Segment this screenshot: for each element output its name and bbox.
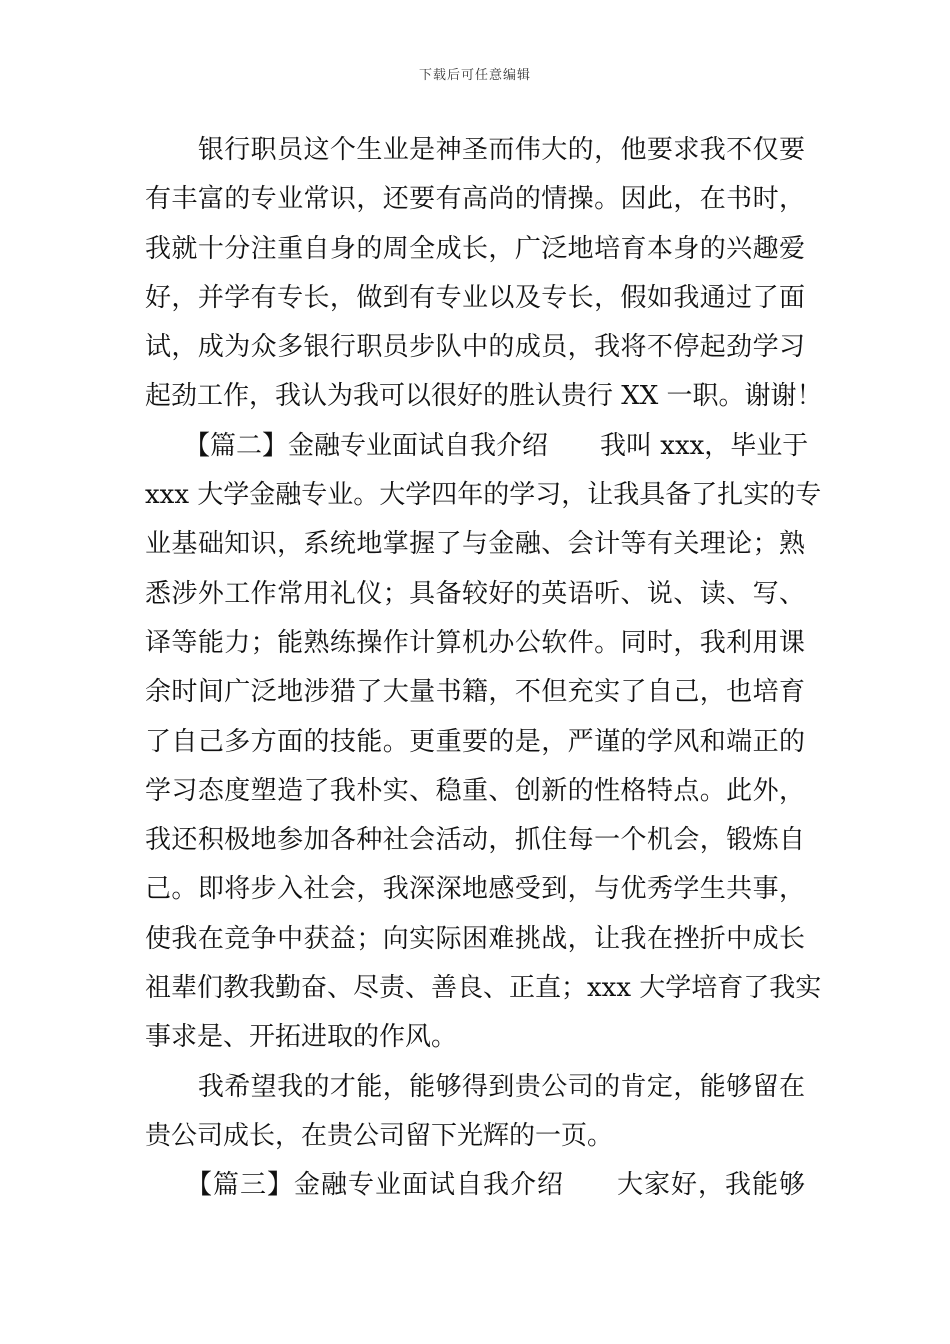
body-line: 我还积极地参加各种社会活动，抓住每一个机会，锻炼自 [145, 825, 805, 856]
body-line: 起劲工作，我认为我可以很好的胜认贵行 XX 一职。谢谢！ [145, 381, 823, 412]
section-title-tail: 大家好，我能够 [615, 1170, 805, 1201]
body-line: 学习态度塑造了我朴实、稳重、创新的性格特点。此外， [145, 775, 805, 806]
body-line: xxx 大学金融专业。大学四年的学习，让我具备了扎实的专 [145, 480, 822, 511]
body-line: 我希望我的才能，能够得到贵公司的肯定，能够留在 [145, 1071, 805, 1102]
body-line: 有丰富的专业常识，还要有高尚的情操。因此，在书时， [145, 184, 805, 215]
body-line: 译等能力；能熟练操作计算机办公软件。同时，我利用课 [145, 627, 805, 658]
document-body [145, 126, 823, 1211]
body-line: 了自己多方面的技能。更重要的是，严谨的学风和端正的 [145, 726, 805, 757]
page-header-note: 下载后可任意编辑 [418, 68, 531, 83]
body-line: 使我在竞争中获益；向实际困难挑战，让我在挫折中成长 [145, 923, 805, 954]
section-title: 【篇二】金融专业面试自我介绍 [145, 430, 549, 461]
body-line: 业基础知识，系统地掌握了与金融、会计等有关理论；熟 [145, 529, 805, 560]
body-line: 贵公司成长，在贵公司留下光辉的一页。 [145, 1120, 614, 1151]
section-heading-line [145, 422, 809, 471]
body-line: 己。即将步入社会，我深深地感受到，与优秀学生共事， [145, 874, 805, 905]
section-title: 【篇三】金融专业面试自我介绍 [145, 1170, 564, 1201]
body-line: 好，并学有专长，做到有专业以及专长，假如我通过了面 [145, 282, 805, 313]
body-line: 余时间广泛地涉猎了大量书籍，不但充实了自己，也培育 [145, 677, 805, 708]
body-line: 试，成为众多银行职员步队中的成员，我将不停起劲学习 [145, 332, 805, 363]
body-line: 祖辈们教我勤奋、尽责、善良、正直；xxx 大学培育了我实 [145, 973, 822, 1004]
body-line: 悉涉外工作常用礼仪；具备较好的英语听、说、读、写、 [145, 578, 805, 609]
section-title-tail: 我叫 xxx，毕业于 [600, 430, 809, 461]
section-heading-line [145, 1161, 805, 1210]
body-line: 我就十分注重自身的周全成长，广泛地培育本身的兴趣爱 [145, 233, 805, 264]
body-line: 银行职员这个生业是神圣而伟大的，他要求我不仅要 [145, 135, 805, 165]
body-line: 事求是、开拓进取的作风。 [145, 1022, 458, 1053]
